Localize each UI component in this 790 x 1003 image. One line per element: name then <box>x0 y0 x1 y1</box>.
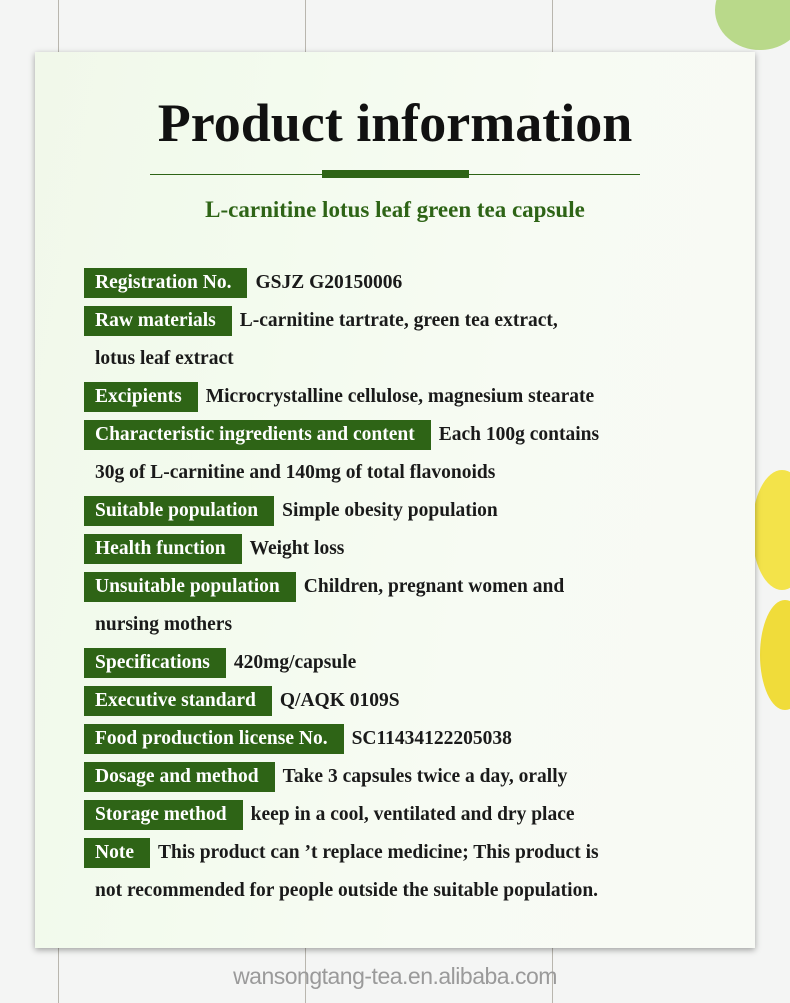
info-row <box>84 530 744 568</box>
info-row <box>84 416 744 454</box>
leaf-decoration <box>715 0 790 50</box>
info-value: Weight loss <box>249 538 345 559</box>
footer-url: wansongtang-tea.en.alibaba.com <box>233 963 557 989</box>
info-value: Children, pregnant women and <box>303 576 565 597</box>
info-label: Excipients <box>84 382 198 412</box>
info-value-continued: not recommended for people outside the suitable population. <box>95 880 599 901</box>
info-value: GSJZ G20150006 <box>255 272 403 293</box>
info-label: Executive standard <box>84 686 272 716</box>
info-label: Food production license No. <box>84 724 344 754</box>
info-row <box>84 492 744 530</box>
info-label: Dosage and method <box>84 762 275 792</box>
info-value: Each 100g contains <box>438 424 600 445</box>
info-label: Registration No. <box>84 268 247 298</box>
info-row <box>84 644 744 682</box>
info-row <box>84 720 744 758</box>
info-row <box>84 796 744 834</box>
info-label: Raw materials <box>84 306 232 336</box>
info-label: Characteristic ingredients and content <box>84 420 431 450</box>
info-value: 420mg/capsule <box>233 652 357 673</box>
info-value: SC11434122205038 <box>351 728 512 749</box>
tulip-decoration <box>752 470 790 590</box>
info-value-continued: lotus leaf extract <box>95 348 234 369</box>
info-value: keep in a cool, ventilated and dry place <box>250 804 575 825</box>
info-value: Simple obesity population <box>282 500 498 521</box>
info-value: Microcrystalline cellulose, magnesium stearate <box>205 386 595 407</box>
info-value: Q/AQK 0109S <box>279 690 400 711</box>
info-row <box>84 834 744 872</box>
info-label: Health function <box>84 534 242 564</box>
info-value: This product can ’t replace medicine; This product is <box>157 842 599 863</box>
tulip-decoration <box>760 600 790 710</box>
info-label: Suitable population <box>84 496 274 526</box>
info-row <box>84 758 744 796</box>
info-value: L-carnitine tartrate, green tea extract, <box>239 310 558 331</box>
info-value-continued: nursing mothers <box>95 614 233 635</box>
info-value: Take 3 capsules twice a day, orally <box>282 766 568 787</box>
info-label: Note <box>84 838 150 868</box>
info-row <box>84 378 744 416</box>
info-row <box>84 302 744 340</box>
info-row <box>84 682 744 720</box>
product-name: L-carnitine lotus leaf green tea capsule <box>205 197 585 222</box>
page-title: Product information <box>157 93 633 153</box>
info-value-continued: 30g of L-carnitine and 140mg of total flavonoids <box>95 462 496 483</box>
info-row <box>84 568 744 606</box>
info-label: Unsuitable population <box>84 572 296 602</box>
info-list <box>84 264 744 910</box>
info-label: Storage method <box>84 800 243 830</box>
divider-bar <box>322 170 469 178</box>
info-label: Specifications <box>84 648 226 678</box>
info-row <box>84 264 744 302</box>
